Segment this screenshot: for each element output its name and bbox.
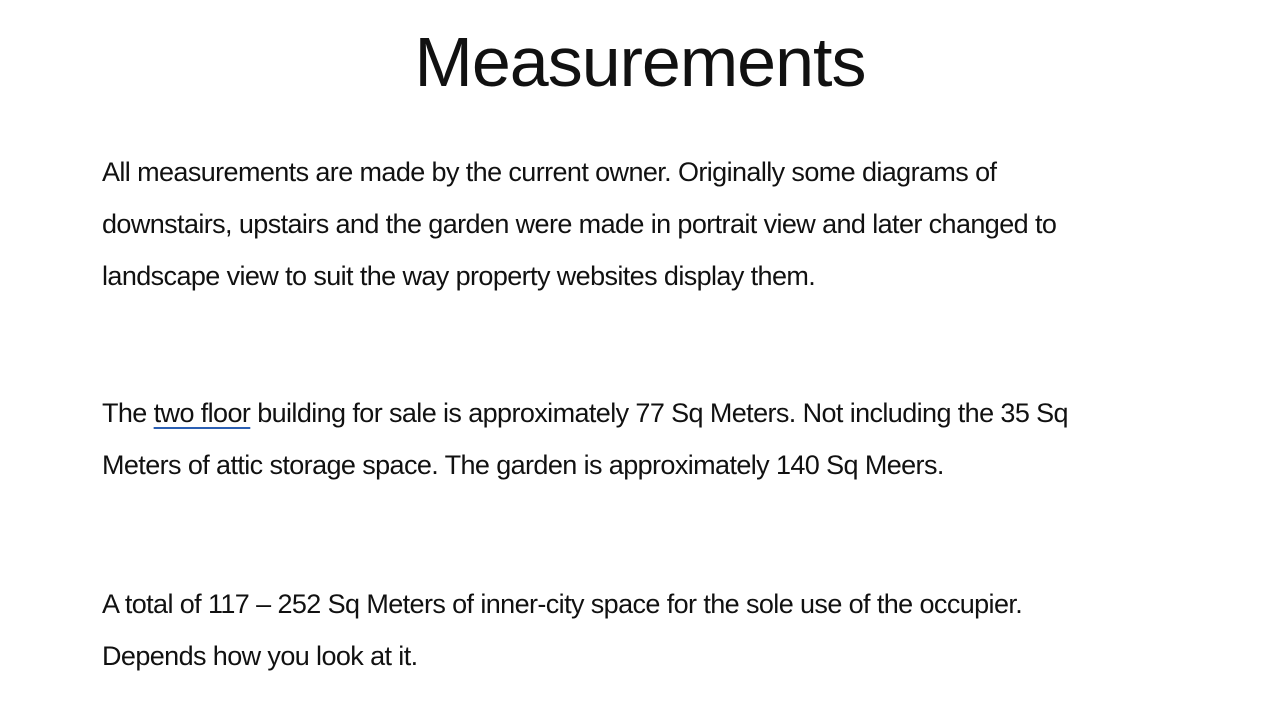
- slide-title: Measurements: [414, 23, 866, 101]
- paragraph-line: All measurements are made by the current owner. Originally some diagrams of: [102, 157, 997, 187]
- paragraph-line: landscape view to suit the way property websites display them.: [102, 261, 816, 291]
- paragraph-building-size: [102, 387, 1202, 491]
- paragraph-line: A total of 117 – 252 Sq Meters of inner-city space for the sole use of the occupier.: [102, 589, 1023, 619]
- paragraph-line: Depends how you look at it.: [102, 641, 418, 671]
- paragraph-total-space: [102, 578, 1202, 682]
- line-text: building for sale is approximately 77 Sq Meters. Not including the 35 Sq: [250, 398, 1068, 428]
- paragraph-line: [102, 387, 1202, 439]
- paragraph-line: downstairs, upstairs and the garden were made in portrait view and later changed to: [102, 209, 1057, 239]
- line-text: The: [102, 398, 154, 428]
- paragraph-measurements-intro: [102, 146, 1202, 302]
- paragraph-line: Meters of attic storage space. The garden is approximately 140 Sq Meers.: [102, 450, 944, 480]
- underlined-term: two floor: [153, 398, 251, 428]
